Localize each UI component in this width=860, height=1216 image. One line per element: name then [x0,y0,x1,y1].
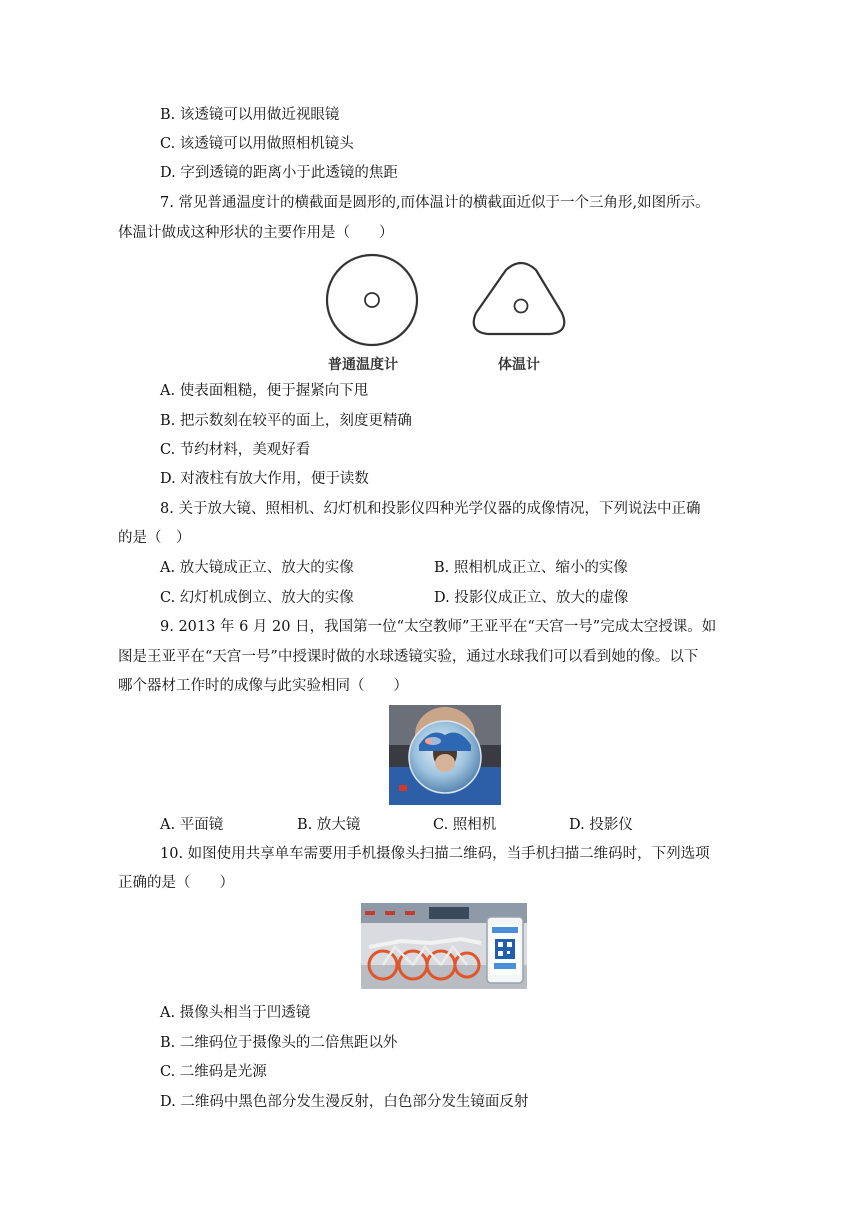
q10-option-a: A. 摄像头相当于凹透镜 [160,1005,311,1021]
q7-option-d: D. 对液柱有放大作用，便于读数 [160,471,369,487]
q8-option-d: D. 投影仪成正立、放大的虚像 [434,590,629,606]
q10-option-d: D. 二维码中黑色部分发生漫反射，白色部分发生镜面反射 [160,1094,529,1110]
q9-water-ball-photo [389,705,501,809]
q6-option-c: C. 该透镜可以用做照相机镜头 [160,136,354,152]
q9-option-a: A. 平面镜 [160,817,224,833]
q9-option-c: C. 照相机 [433,817,497,833]
q7-stem-line2: 体温计做成这种形状的主要作用是（ ） [118,225,394,241]
label-body-thermometer: 体温计 [498,357,540,373]
q9-stem-line2: 图是王亚平在“天宫一号”中授课时做的水球透镜实验，通过水球我们可以看到她的像。以下 [118,649,699,665]
q8-stem-line2: 的是（ ） [118,530,191,546]
q8-option-c: C. 幻灯机成倒立、放大的实像 [160,590,354,606]
q7-option-a: A. 使表面粗糙，便于握紧向下甩 [160,383,369,399]
triangular-thermometer-bore [515,300,528,313]
q8-option-a: A. 放大镜成正立、放大的实像 [160,560,354,576]
triangular-thermometer-outline [474,263,565,334]
round-thermometer-outline [327,255,417,345]
round-thermometer-bore [365,293,379,307]
q7-thermometer-figure [318,250,578,384]
q7-option-b: B. 把示数刻在较平的面上，刻度更精确 [160,413,412,429]
q10-shared-bike-photo [361,903,527,993]
q8-stem-line1: 8. 关于放大镜、照相机、幻灯机和投影仪四种光学仪器的成像情况，下列说法中正确 [160,501,701,517]
q7-stem-line1: 7. 常见普通温度计的横截面是圆形的,而体温计的横截面近似于一个三角形,如图所示。 [160,195,710,211]
label-normal-thermometer: 普通温度计 [328,357,398,373]
q10-stem-line1: 10. 如图使用共享单车需要用手机摄像头扫描二维码，当手机扫描二维码时，下列选项 [160,846,710,862]
q6-option-b: B. 该透镜可以用做近视眼镜 [160,107,340,123]
q10-option-c: C. 二维码是光源 [160,1064,267,1080]
q6-option-d: D. 字到透镜的距离小于此透镜的焦距 [160,165,398,181]
q8-option-b: B. 照相机成正立、缩小的实像 [434,560,628,576]
q9-stem-line1: 9. 2013 年 6 月 20 日，我国第一位“太空教师”王亚平在“天宫一号”完成太空授课。如 [160,619,717,635]
q10-option-b: B. 二维码位于摄像头的二倍焦距以外 [160,1035,398,1051]
q9-option-b: B. 放大镜 [297,817,361,833]
q9-stem-line3: 哪个器材工作时的成像与此实验相同（ ） [118,678,408,694]
q7-option-c: C. 节约材料，美观好看 [160,442,311,458]
q9-option-d: D. 投影仪 [569,817,633,833]
q10-stem-line2: 正确的是（ ） [118,875,234,891]
